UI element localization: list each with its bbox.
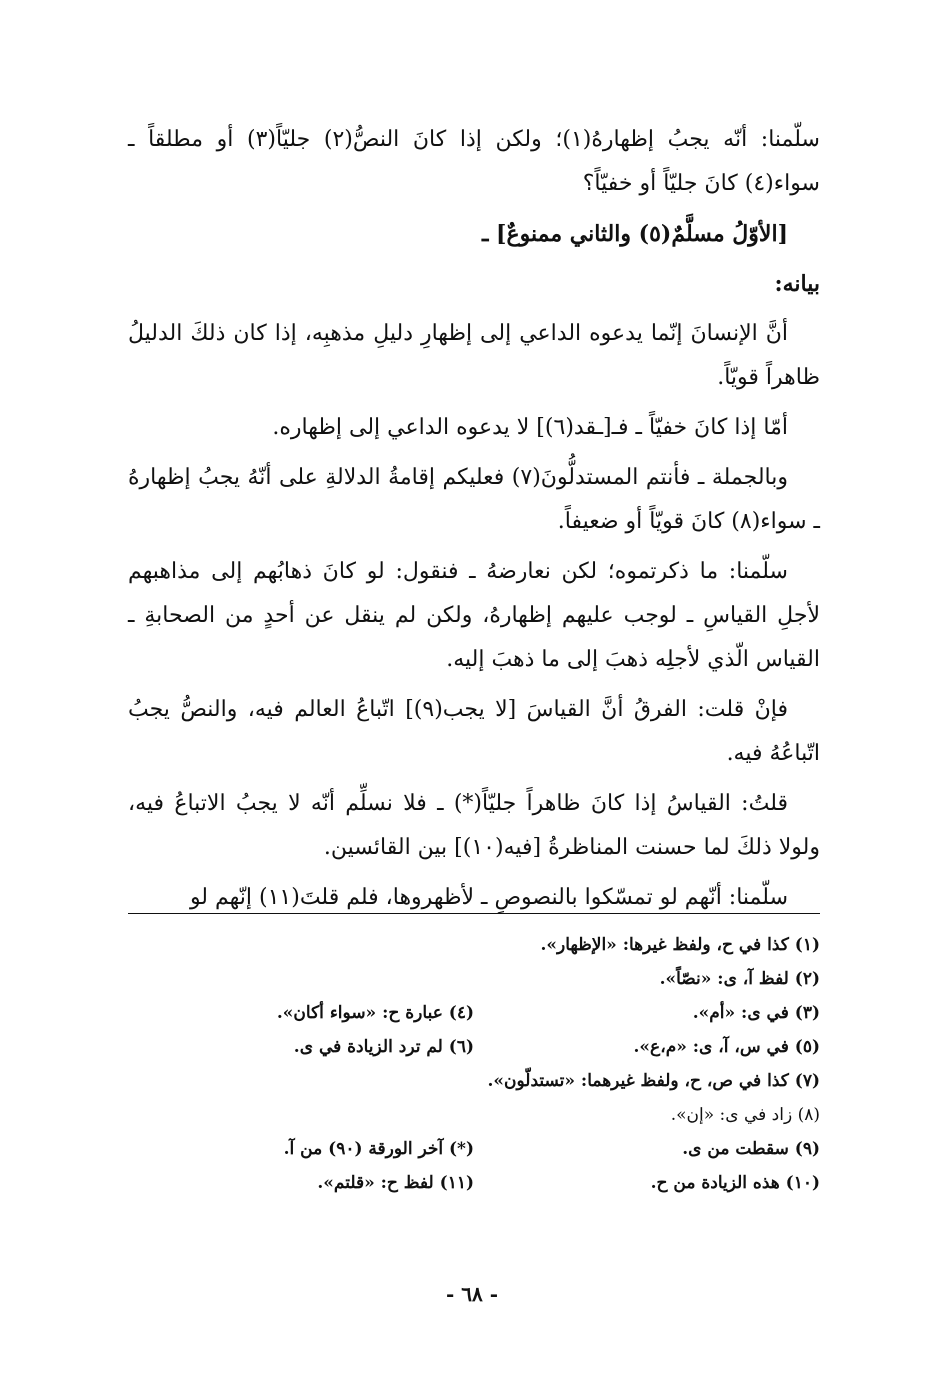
paragraph-3: بيانه: [774,271,820,297]
footnote-star: (*) آخر الورقة (٩٠) من آ. [283,1139,474,1159]
footnote-row-9-star [128,1132,820,1166]
footnote-5: (٥) في س، آ، ى: «م،ع». [633,1037,820,1057]
paragraph-1: سلّمنا: أنّه يجبُ إظهارهُ(١)؛ ولكن إذا كانَ النصُّ(٢) جليّاً(٣) أو مطلقاً ـ سواء(٤) كانَ جليّاً أو خفيّاً؟ [128,127,820,196]
footnote-10: (١٠) هذه الزيادة من ح. [650,1173,820,1193]
footnote-6: (٦) لم ترد الزيادة في ى. [293,1037,474,1057]
footnote-1: (١) كذا في ح، ولفظ غيرها: «الإظهار». [540,935,820,955]
footnote-7: (٧) كذا في ص، ح، ولفظ غيرهما: «تستدلّون». [487,1071,820,1091]
paragraph-8: فإنْ قلت: الفرقُ أنَّ القياسَ [لا يجب(٩)] اتّباعُ العالم فيه، والنصُّ يجبُ اتّباعُهُ فيه. [128,697,820,766]
paragraph-9: قلتُ: القياسُ إذا كانَ ظاهراً جليّاً(*) ـ فلا نسلِّم أنّه لا يجبُ الاتباعُ فيه، ولولا ذلكَ لما حسنت المناظرةُ [فيه(١٠)] بين القائسين. [128,791,820,860]
page-number: - ٦٨ - [445,1282,498,1306]
footnote-4: (٤) عبارة ح: «سواء أكان». [276,1003,474,1023]
main-text [128,118,820,926]
paragraph-5: أمّا إذا كانَ خفيّاً ـ فـ[ـقد(٦)] لا يدعوه الداعي إلى إظهاره. [272,415,788,440]
paragraph-10: سلّمنا: أنّهم لو تمسّكوا بالنصوصِ ـ لأظهروها، فلم قلتَ(١١) إنّهم لو [189,885,788,910]
footnote-9: (٩) سقطت من ى. [682,1139,820,1159]
footnote-row-10-11 [128,1166,820,1200]
footnote-2: (٢) لفظ آ، ى: «نصّاً». [659,969,820,989]
paragraph-6: وبالجملة ـ فأنتم المستدلُّونَ(٧) فعليكم إقامةُ الدلالةِ على أنّهُ يجبُ إظهارهُ ـ سواء(٨) كانَ قويّاً أو ضعيفاً. [128,465,820,534]
footnote-11: (١١) لفظ ح: «قلتم». [317,1173,474,1193]
footnote-8: (٨) زاد في ى: «إن». [670,1105,820,1125]
paragraph-4: أنَّ الإنسانَ إنّما يدعوه الداعي إلى إظهارِ دليلِ مذهبِه، إذا كان ذلكَ الدليلُ ظاهراً قويّاً. [128,321,820,390]
footnote-row-5-6 [128,1030,820,1064]
footnote-3: (٣) في ى: «أم». [692,1003,820,1023]
paragraph-2: [الأوّلُ مسلَّمٌ(٥) والثاني ممنوعٌ] ـ [481,221,788,247]
paragraph-7: سلّمنا: ما ذكرتموه؛ لكن نعارضهُ ـ فنقول: لو كانَ ذهابُهم إلى مذاهبهم لأجلِ القياسِ ـ لوجب عليهم إظهارهُ، ولكن لم ينقل عن أحدٍ من الصحابةِ ـ القياس الّذي لأجلِه ذهبَ إلى ما ذهبَ إليه. [128,559,820,672]
footnote-row-3-4 [128,996,820,1030]
footnote-divider [128,913,820,914]
footnotes [128,928,820,1200]
